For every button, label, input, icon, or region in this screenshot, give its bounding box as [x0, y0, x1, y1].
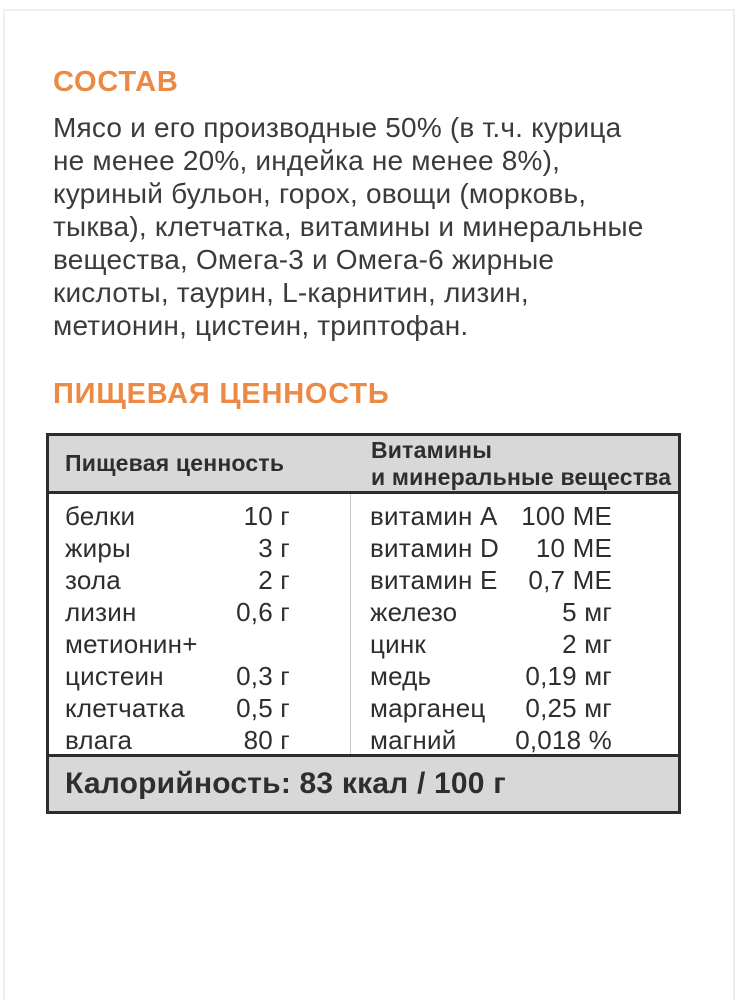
table-row [370, 500, 612, 532]
row-label: витамин D [370, 533, 499, 563]
row-value: 10 г [243, 501, 290, 531]
composition-line: тыква), клетчатка, витамины и минеральные [53, 211, 644, 242]
table-header-row [49, 436, 678, 494]
row-value: 10 МЕ [535, 533, 612, 563]
row-value: 2 мг [562, 629, 612, 659]
table-row [370, 692, 612, 724]
nutrition-column [65, 500, 290, 756]
table-row [65, 564, 290, 596]
row-label: витамин A [370, 501, 498, 531]
composition-line: метионин, цистеин, триптофан. [53, 310, 469, 341]
table-row [65, 596, 290, 628]
calories-row [49, 757, 678, 811]
table-row [65, 692, 290, 724]
row-value: 0,25 мг [525, 693, 612, 723]
row-label: зола [65, 565, 121, 595]
composition-line: кислоты, таурин, L-карнитин, лизин, [53, 277, 529, 308]
calories-text: Калорийность: 83 ккал / 100 г [65, 767, 506, 800]
row-label: железо [370, 597, 458, 627]
table-row [370, 628, 612, 660]
row-value: 5 мг [562, 597, 612, 627]
table-body [49, 494, 678, 757]
table-row [65, 660, 290, 692]
table-row [65, 532, 290, 564]
composition-line: Мясо и его производные 50% (в т.ч. курица [53, 112, 622, 143]
nutrition-table [46, 433, 681, 814]
row-label: жиры [65, 533, 131, 563]
row-value: 3 г [258, 533, 290, 563]
row-label: лизин [65, 597, 137, 627]
row-label: влага [65, 725, 133, 755]
row-value: 0,19 мг [525, 661, 612, 691]
row-value: 0,6 г [236, 597, 290, 627]
header-vitamins-line: Витамины [371, 436, 493, 463]
composition-line: не менее 20%, индейка не менее 8%), [53, 145, 561, 176]
table-row [65, 724, 290, 756]
row-label: магний [370, 725, 457, 755]
table-row [370, 532, 612, 564]
table-row [370, 660, 612, 692]
row-label: витамин E [370, 565, 498, 595]
header-cell-nutrition: Пищевая ценность [65, 450, 285, 476]
table-row [65, 500, 290, 532]
nutrition-heading: ПИЩЕВАЯ ЦЕННОСТЬ [53, 378, 390, 410]
header-vitamins-line: и минеральные вещества [371, 463, 672, 490]
table-row [370, 564, 612, 596]
header-cell-vitamins [354, 437, 678, 491]
row-label: цинк [370, 629, 426, 659]
composition-paragraph [53, 111, 713, 342]
row-label: метионин+ [65, 629, 198, 659]
row-value: 0,7 МЕ [528, 565, 612, 595]
row-value: 2 г [258, 565, 290, 595]
table-row [370, 596, 612, 628]
composition-line: куриный бульон, горох, овощи (морковь, [53, 178, 587, 209]
table-row [65, 628, 290, 660]
row-label: белки [65, 501, 136, 531]
row-value: 100 МЕ [521, 501, 612, 531]
row-label: медь [370, 661, 432, 691]
table-row [370, 724, 612, 756]
row-label: цистеин [65, 661, 164, 691]
column-divider [350, 494, 351, 754]
row-label: марганец [370, 693, 486, 723]
row-value: 0,018 % [515, 725, 612, 755]
row-label: клетчатка [65, 693, 185, 723]
composition-heading: СОСТАВ [53, 66, 179, 98]
vitamins-column [370, 500, 612, 756]
row-value: 0,3 г [236, 661, 290, 691]
row-value: 0,5 г [236, 693, 290, 723]
composition-line: вещества, Омега-3 и Омега-6 жирные [53, 244, 555, 275]
row-value: 80 г [243, 725, 290, 755]
